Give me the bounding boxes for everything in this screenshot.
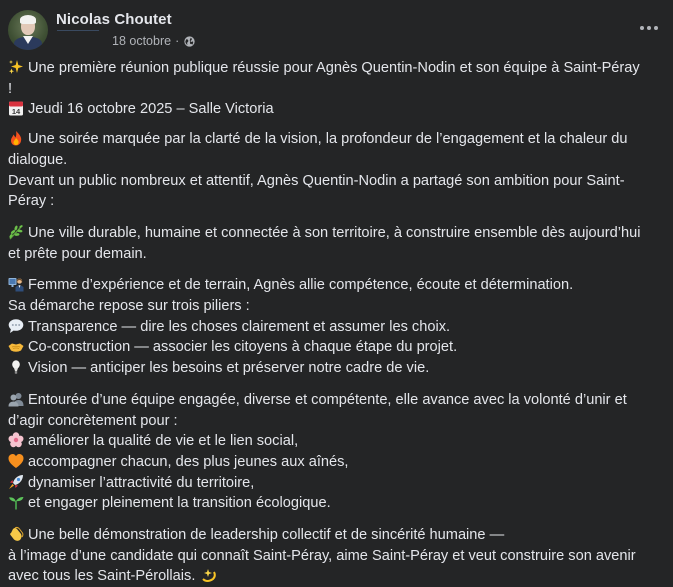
more-horizontal-icon bbox=[647, 26, 651, 30]
meta-separator: · bbox=[175, 34, 180, 48]
text-line: Transparence — dire les choses clairement et assumer les choix. bbox=[8, 317, 658, 338]
globe-icon[interactable] bbox=[184, 36, 195, 47]
paragraph-closing bbox=[8, 525, 658, 587]
text-line: accompagner chacun, des plus jeunes aux aînés, bbox=[8, 452, 658, 473]
post-header bbox=[0, 0, 673, 56]
paragraph-pillars bbox=[8, 275, 658, 379]
seedling-emoji-icon bbox=[8, 494, 24, 510]
text-line: Une ville durable, humaine et connectée à son territoire, à construire ensemble dès aujourd’hui bbox=[8, 223, 658, 244]
text-line: Co-construction — associer les citoyens à chaque étape du projet. bbox=[8, 337, 658, 358]
post-meta bbox=[112, 34, 195, 48]
svg-text:14: 14 bbox=[11, 107, 21, 117]
woman-office-worker-emoji-icon bbox=[8, 276, 24, 292]
more-options-button[interactable] bbox=[636, 18, 662, 38]
herb-emoji-icon bbox=[8, 224, 24, 240]
text-line: Une soirée marquée par la clarté de la vision, la profondeur de l’engagement et la chaleur du bbox=[8, 129, 658, 150]
author-avatar[interactable] bbox=[8, 10, 48, 50]
post-body bbox=[8, 58, 658, 587]
paragraph-evening bbox=[8, 129, 658, 212]
text-line: ! bbox=[8, 80, 13, 97]
speech-balloon-emoji-icon bbox=[8, 318, 24, 334]
avatar-hair bbox=[20, 15, 36, 24]
text-line: améliorer la qualité de vie et le lien social, bbox=[8, 431, 658, 452]
more-horizontal-icon bbox=[654, 26, 658, 30]
rocket-emoji-icon bbox=[8, 474, 24, 490]
text-line: Femme d’expérience et de terrain, Agnès allie compétence, écoute et détermination. bbox=[8, 275, 658, 296]
text-line: 14 Jeudi 16 octobre 2025 – Salle Victoria bbox=[8, 99, 658, 120]
paragraph-team bbox=[8, 390, 658, 514]
clapping-hands-emoji-icon bbox=[8, 526, 24, 542]
text-line: d’agir concrètement pour : bbox=[8, 412, 178, 429]
text-line: et engager pleinement la transition écologique. bbox=[8, 493, 658, 514]
paragraph-intro bbox=[8, 58, 658, 120]
post-date-link[interactable]: 18 octobre bbox=[112, 34, 172, 48]
fire-emoji-icon bbox=[8, 130, 24, 146]
handshake-emoji-icon bbox=[8, 338, 24, 354]
cherry-blossom-emoji-icon bbox=[8, 432, 24, 448]
orange-heart-emoji-icon bbox=[8, 453, 24, 469]
sparkles-emoji-icon bbox=[8, 59, 24, 75]
text-line: Vision — anticiper les besoins et préserver notre cadre de vie. bbox=[8, 358, 658, 379]
busts-in-silhouette-emoji-icon bbox=[8, 391, 24, 407]
text-line: Une première réunion publique réussie pour Agnès Quentin-Nodin et son équipe à Saint-Péray bbox=[8, 58, 658, 79]
text-line: Entourée d’une équipe engagée, diverse et compétente, elle avance avec la volonté d’unir et bbox=[8, 390, 658, 411]
paragraph-vision bbox=[8, 223, 658, 264]
text-line: et prête pour demain. bbox=[8, 245, 147, 262]
text-line: Une belle démonstration de leadership collectif et de sincérité humaine — bbox=[8, 525, 658, 546]
text-line: Devant un public nombreux et attentif, Agnès Quentin-Nodin a partagé son ambition pour Saint- bbox=[8, 172, 625, 189]
text-line: avec tous les Saint-Pérollais. bbox=[8, 566, 658, 587]
text-line: Sa démarche repose sur trois piliers : bbox=[8, 298, 250, 315]
text-line: dynamiser l’attractivité du territoire, bbox=[8, 473, 658, 494]
light-bulb-emoji-icon bbox=[8, 359, 24, 375]
text-line: dialogue. bbox=[8, 151, 68, 168]
more-horizontal-icon bbox=[640, 26, 644, 30]
calendar-emoji-icon bbox=[8, 100, 24, 116]
dizzy-emoji-icon bbox=[201, 567, 217, 583]
author-underline bbox=[57, 30, 99, 31]
author-name-link[interactable]: Nicolas Choutet bbox=[56, 11, 172, 28]
text-line: Péray : bbox=[8, 193, 55, 210]
text-line: à l’image d’une candidate qui connaît Saint-Péray, aime Saint-Péray et veut construire son avenir bbox=[8, 547, 636, 564]
